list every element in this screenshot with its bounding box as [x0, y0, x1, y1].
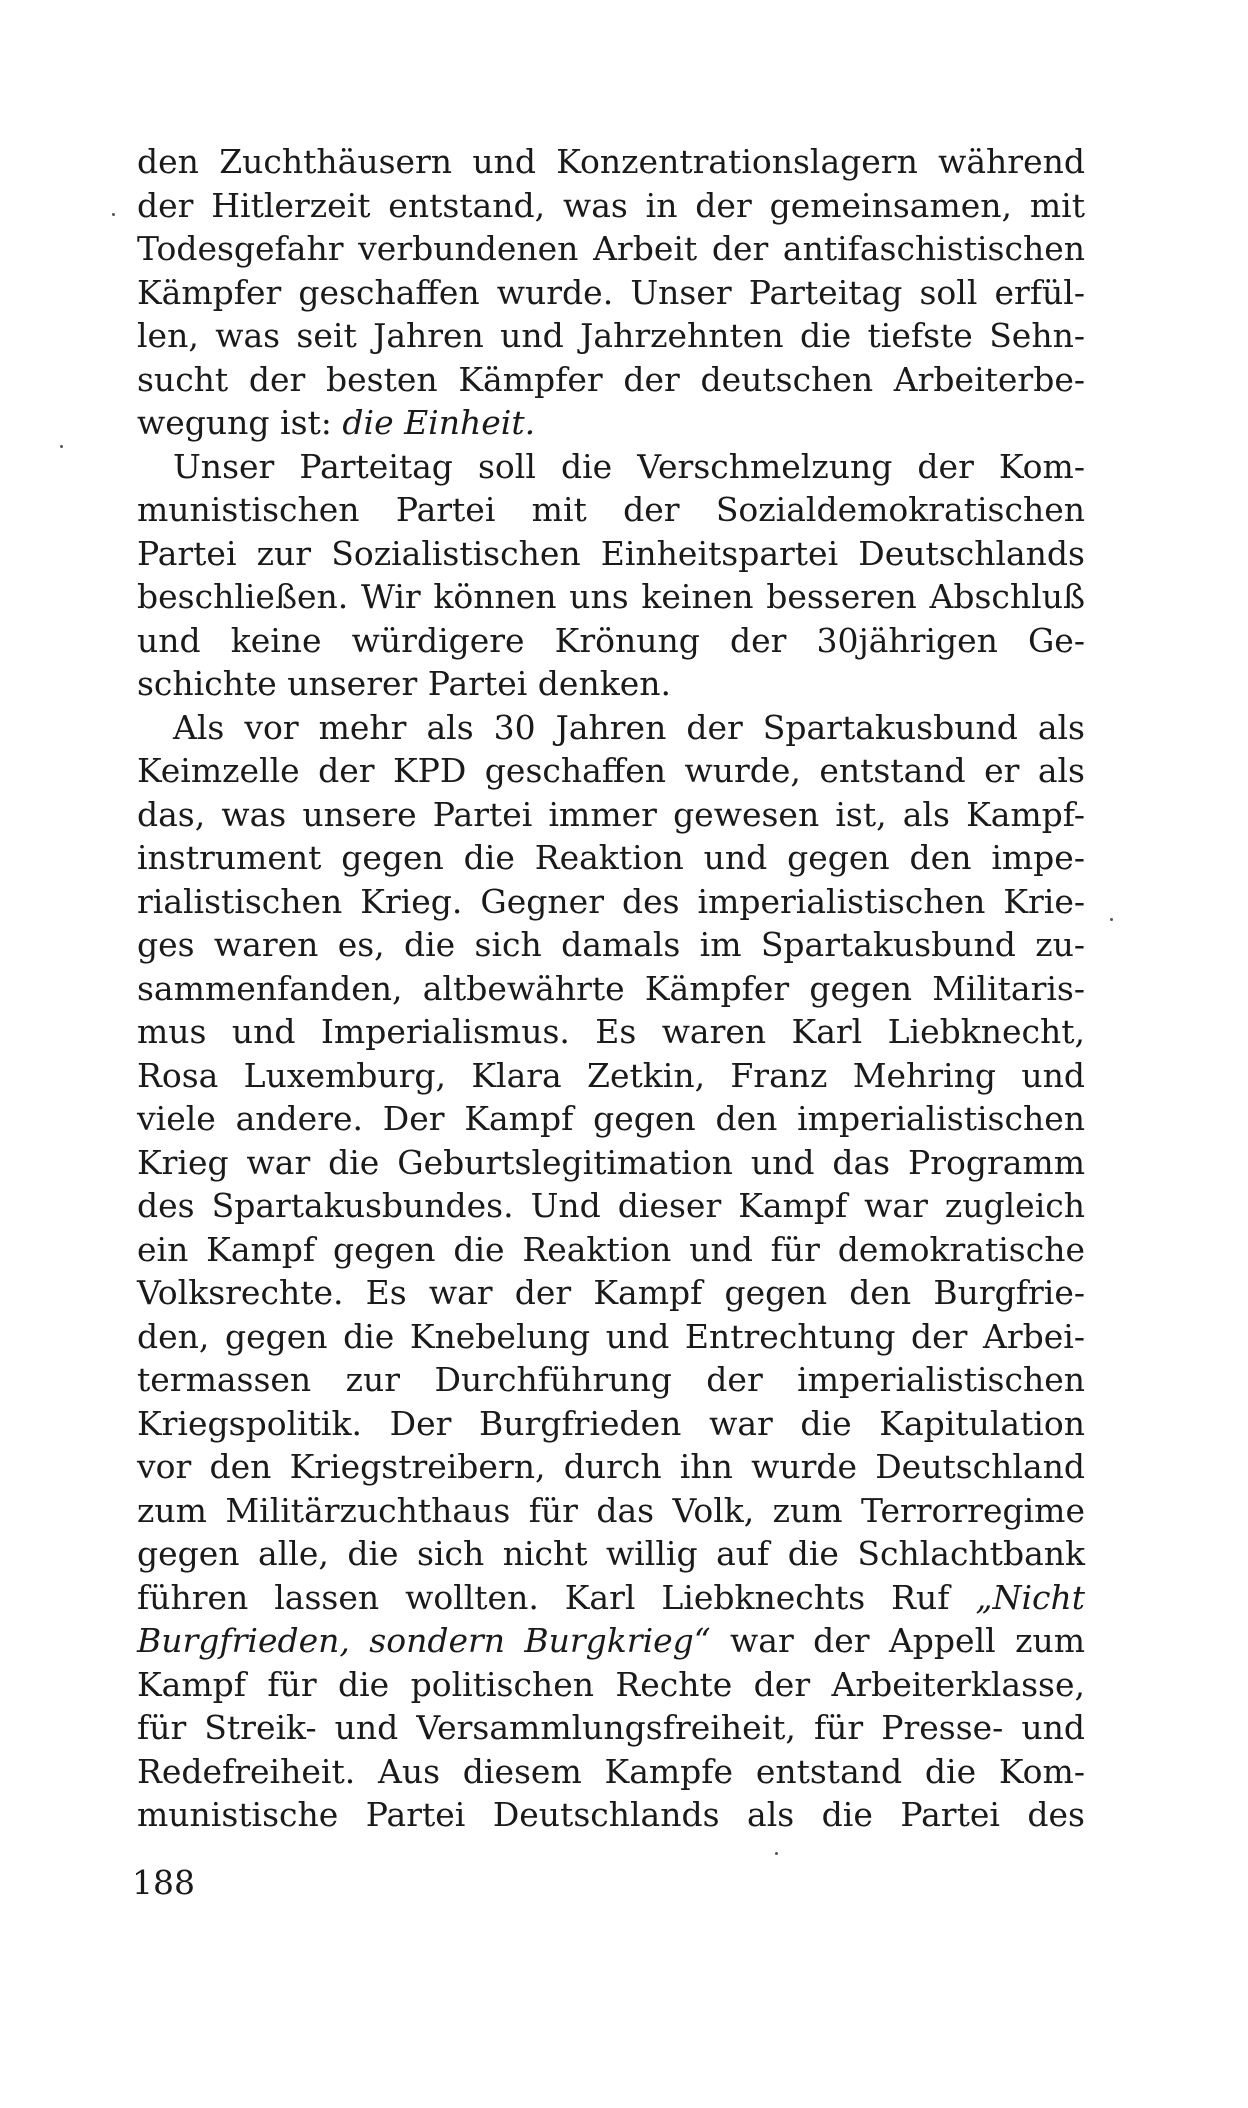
- text-line: [137, 227, 1085, 271]
- text-segment: und keine würdigere Krönung der 30jährigen Ge-: [137, 620, 1085, 660]
- text-segment: Todesgefahr verbundenen Arbeit der antifaschistischen: [137, 229, 1085, 268]
- text-segment: wegung ist:: [137, 403, 343, 442]
- text-line: [137, 140, 1085, 184]
- text-segment: gegen alle, die sich nicht willig auf die Schlachtbank: [137, 1534, 1085, 1573]
- text-segment: viele andere. Der Kampf gegen den imperialistischen: [137, 1099, 1085, 1138]
- text-segment: Kampf für die politischen Rechte der Arbeiterklasse,: [137, 1664, 1085, 1704]
- text-segment: ges waren es, die sich damals im Spartakusbund zu-: [137, 925, 1085, 964]
- text-line: [137, 184, 1085, 228]
- print-speck: [112, 213, 115, 216]
- text-line: [137, 619, 1085, 663]
- text-segment: war der Appell zum: [710, 1621, 1086, 1660]
- italic-text: „Nicht: [975, 1577, 1085, 1617]
- body-text: [137, 140, 1085, 1837]
- text-segment: den, gegen die Knebelung und Entrechtung der Arbei-: [137, 1316, 1085, 1356]
- text-segment: len, was seit Jahren und Jahrzehnten die tiefste Sehn-: [137, 316, 1085, 355]
- text-line: [137, 1663, 1085, 1707]
- text-segment: den Zuchthäusern und Konzentrationslagern während: [137, 142, 1085, 181]
- text-segment: der Hitlerzeit entstand, was in der gemeinsamen, mit: [137, 185, 1085, 225]
- text-segment: führen lassen wollten. Karl Liebknechts Ruf: [137, 1577, 976, 1617]
- text-line: [137, 1141, 1085, 1185]
- text-line: [137, 575, 1085, 619]
- page-number: 188: [132, 1863, 195, 1902]
- text-line: [137, 923, 1085, 967]
- text-line: [137, 445, 1085, 489]
- text-line: [137, 1489, 1085, 1533]
- text-line: [137, 1097, 1085, 1141]
- text-line: [137, 358, 1085, 402]
- text-segment: beschließen. Wir können uns keinen besseren Abschluß: [137, 577, 1085, 616]
- text-line: [137, 1315, 1085, 1359]
- italic-text: Burgfrieden, sondern Burgkrieg“: [137, 1621, 711, 1660]
- text-line: [137, 1576, 1085, 1620]
- text-line: [137, 793, 1085, 837]
- text-segment: Als vor mehr als 30 Jahren der Spartakusbund als: [173, 707, 1085, 747]
- print-speck: [60, 445, 63, 448]
- text-segment: Redefreiheit. Aus diesem Kampfe entstand die Kom-: [137, 1751, 1085, 1791]
- text-segment: instrument gegen die Reaktion und gegen den impe-: [137, 838, 1085, 877]
- text-line: [137, 1706, 1085, 1750]
- text-segment: Kriegspolitik. Der Burgfrieden war die Kapitulation: [137, 1403, 1085, 1443]
- text-line: [137, 880, 1085, 924]
- text-segment: rialistischen Krieg. Gegner des imperialistischen Krie-: [137, 881, 1085, 921]
- text-segment: vor den Kriegstreibern, durch ihn wurde Deutschland: [137, 1447, 1085, 1486]
- text-segment: zum Militärzuchthaus für das Volk, zum Terrorregime: [137, 1490, 1085, 1530]
- text-segment: Partei zur Sozialistischen Einheitspartei Deutschlands: [137, 533, 1085, 573]
- text-segment: des Spartakusbundes. Und dieser Kampf war zugleich: [137, 1186, 1085, 1225]
- text-segment: ein Kampf gegen die Reaktion und für demokratische: [137, 1229, 1085, 1269]
- text-line: [137, 706, 1085, 750]
- text-line: [137, 1358, 1085, 1402]
- text-line: [137, 1184, 1085, 1228]
- text-segment: das, was unsere Partei immer gewesen ist, als Kampf-: [137, 794, 1085, 834]
- text-line: [137, 967, 1085, 1011]
- text-segment: Rosa Luxemburg, Klara Zetkin, Franz Mehring und: [137, 1055, 1085, 1095]
- text-segment: sammenfanden, altbewährte Kämpfer gegen Militaris-: [137, 968, 1085, 1008]
- text-segment: Kämpfer geschaffen wurde. Unser Parteitag soll erfül-: [137, 272, 1085, 312]
- text-segment: munistische Partei Deutschlands als die Partei des: [137, 1795, 1085, 1834]
- print-speck: [775, 1852, 778, 1855]
- text-line: [137, 1619, 1085, 1663]
- text-line: [137, 314, 1085, 358]
- text-line: [137, 836, 1085, 880]
- text-line: [137, 1054, 1085, 1098]
- text-segment: mus und Imperialismus. Es waren Karl Liebknecht,: [137, 1012, 1085, 1051]
- text-segment: schichte unserer Partei denken.: [137, 664, 671, 703]
- text-segment: termassen zur Durchführung der imperialistischen: [137, 1360, 1085, 1399]
- text-line: [137, 662, 1085, 706]
- italic-text: die Einheit.: [342, 403, 536, 442]
- print-speck: [1110, 918, 1113, 921]
- text-line: [137, 488, 1085, 532]
- text-segment: für Streik- und Versammlungsfreiheit, für Presse- und: [137, 1708, 1085, 1747]
- text-line: [137, 1228, 1085, 1272]
- text-line: [137, 1402, 1085, 1446]
- text-line: [137, 1271, 1085, 1315]
- text-segment: Krieg war die Geburtslegitimation und das Programm: [137, 1142, 1085, 1182]
- text-segment: Volksrechte. Es war der Kampf gegen den Burgfrie-: [137, 1273, 1085, 1312]
- text-line: [137, 532, 1085, 576]
- text-line: [137, 1793, 1085, 1837]
- text-line: [137, 401, 1085, 445]
- text-line: [137, 749, 1085, 793]
- text-line: [137, 1010, 1085, 1054]
- text-segment: Unser Parteitag soll die Verschmelzung der Kom-: [173, 446, 1085, 486]
- text-segment: munistischen Partei mit der Sozialdemokratischen: [137, 490, 1085, 529]
- text-line: [137, 1532, 1085, 1576]
- text-segment: sucht der besten Kämpfer der deutschen Arbeiterbe-: [137, 359, 1085, 399]
- text-segment: Keimzelle der KPD geschaffen wurde, entstand er als: [137, 751, 1085, 790]
- text-line: [137, 271, 1085, 315]
- text-line: [137, 1750, 1085, 1794]
- text-line: [137, 1445, 1085, 1489]
